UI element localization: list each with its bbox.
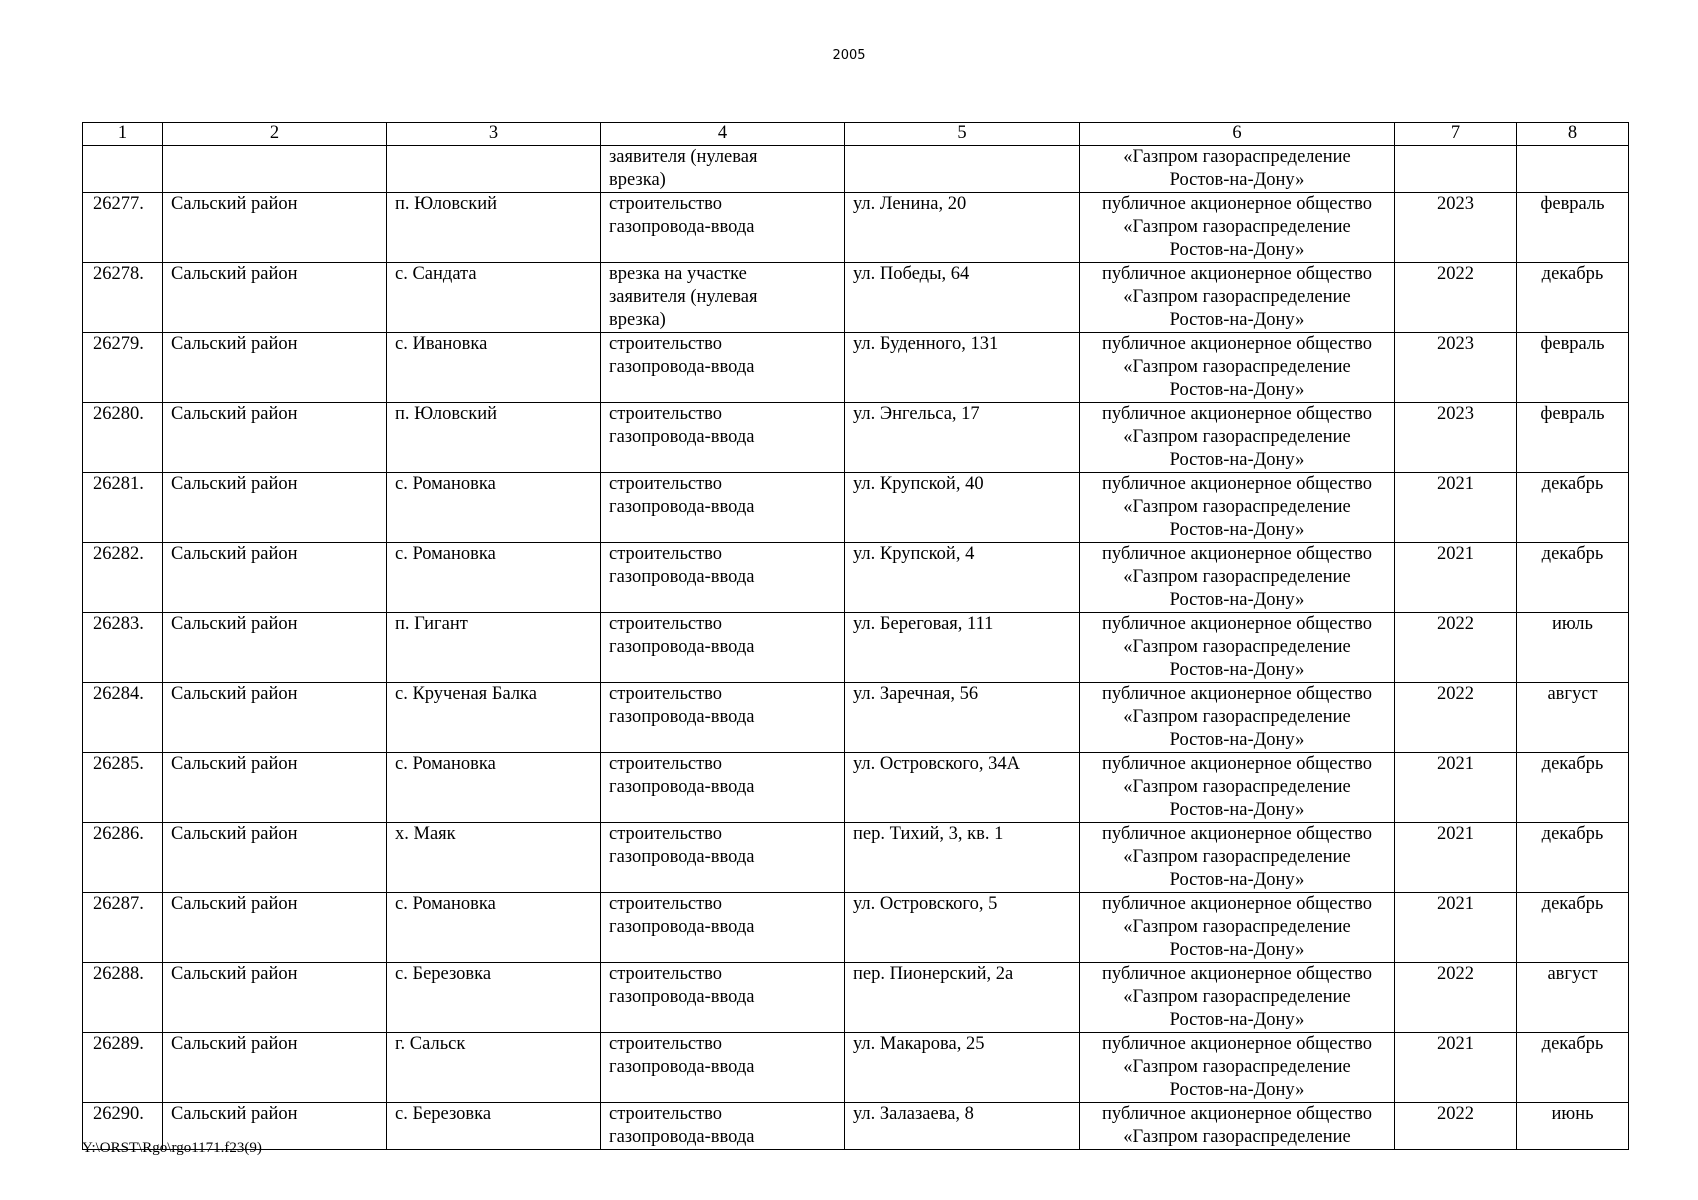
table-cell: «Газпром газораспределение Ростов-на-Дону»: [1080, 146, 1395, 193]
continuation-row: [83, 146, 1629, 193]
district-cell: Сальский район: [163, 683, 387, 753]
year-cell: 2023: [1395, 193, 1517, 263]
column-number-row: [83, 123, 1629, 146]
month-cell: август: [1517, 963, 1629, 1033]
column-header: 8: [1517, 123, 1629, 146]
district-cell: Сальский район: [163, 823, 387, 893]
address-cell: пер. Пионерский, 2а: [845, 963, 1080, 1033]
month-cell: декабрь: [1517, 893, 1629, 963]
column-header: 2: [163, 123, 387, 146]
row-number-cell: 26278.: [83, 263, 163, 333]
table-cell: заявителя (нулевая врезка): [601, 146, 845, 193]
organization-cell: публичное акционерное общество «Газпром газораспределение Ростов-на-Дону»: [1080, 683, 1395, 753]
table-cell: [387, 146, 601, 193]
work-type-cell: строительство газопровода-ввода: [601, 963, 845, 1033]
year-cell: 2021: [1395, 823, 1517, 893]
row-number-cell: 26289.: [83, 1033, 163, 1103]
work-type-cell: строительство газопровода-ввода: [601, 1103, 845, 1150]
district-cell: Сальский район: [163, 753, 387, 823]
organization-cell: публичное акционерное общество «Газпром газораспределение: [1080, 1103, 1395, 1150]
table-row: [83, 263, 1629, 333]
settlement-cell: с. Крученая Балка: [387, 683, 601, 753]
row-number-cell: 26281.: [83, 473, 163, 543]
organization-cell: публичное акционерное общество «Газпром газораспределение Ростов-на-Дону»: [1080, 193, 1395, 263]
row-number-cell: 26279.: [83, 333, 163, 403]
district-cell: Сальский район: [163, 263, 387, 333]
settlement-cell: п. Юловский: [387, 403, 601, 473]
table-cell: [845, 146, 1080, 193]
district-cell: Сальский район: [163, 1033, 387, 1103]
table-cell: [1517, 146, 1629, 193]
file-path-footer: Y:\ORST\Rgo\rgo1171.f23(9): [82, 1140, 262, 1156]
settlement-cell: х. Маяк: [387, 823, 601, 893]
address-cell: ул. Крупской, 40: [845, 473, 1080, 543]
work-type-cell: строительство газопровода-ввода: [601, 893, 845, 963]
work-type-cell: строительство газопровода-ввода: [601, 1033, 845, 1103]
year-cell: 2023: [1395, 333, 1517, 403]
organization-cell: публичное акционерное общество «Газпром газораспределение Ростов-на-Дону»: [1080, 1033, 1395, 1103]
month-cell: август: [1517, 683, 1629, 753]
settlement-cell: с. Сандата: [387, 263, 601, 333]
column-header: 4: [601, 123, 845, 146]
year-cell: 2021: [1395, 1033, 1517, 1103]
district-cell: Сальский район: [163, 333, 387, 403]
month-cell: февраль: [1517, 333, 1629, 403]
table-row: [83, 823, 1629, 893]
address-cell: ул. Заречная, 56: [845, 683, 1080, 753]
row-number-cell: 26282.: [83, 543, 163, 613]
year-cell: 2021: [1395, 753, 1517, 823]
row-number-cell: 26290.: [83, 1103, 163, 1150]
address-cell: ул. Береговая, 111: [845, 613, 1080, 683]
organization-cell: публичное акционерное общество «Газпром газораспределение Ростов-на-Дону»: [1080, 963, 1395, 1033]
year-cell: 2022: [1395, 683, 1517, 753]
year-cell: 2023: [1395, 403, 1517, 473]
month-cell: декабрь: [1517, 543, 1629, 613]
month-cell: июль: [1517, 613, 1629, 683]
settlement-cell: с. Романовка: [387, 893, 601, 963]
settlement-cell: с. Романовка: [387, 543, 601, 613]
district-cell: Сальский район: [163, 543, 387, 613]
year-cell: 2021: [1395, 473, 1517, 543]
organization-cell: публичное акционерное общество «Газпром газораспределение Ростов-на-Дону»: [1080, 263, 1395, 333]
address-cell: ул. Буденного, 131: [845, 333, 1080, 403]
row-number-cell: 26283.: [83, 613, 163, 683]
column-header: 3: [387, 123, 601, 146]
organization-cell: публичное акционерное общество «Газпром газораспределение Ростов-на-Дону»: [1080, 753, 1395, 823]
organization-cell: публичное акционерное общество «Газпром газораспределение Ростов-на-Дону»: [1080, 543, 1395, 613]
year-cell: 2021: [1395, 893, 1517, 963]
settlement-cell: с. Романовка: [387, 753, 601, 823]
year-cell: 2021: [1395, 543, 1517, 613]
work-type-cell: строительство газопровода-ввода: [601, 543, 845, 613]
page-number: 2005: [832, 48, 866, 63]
settlement-cell: п. Юловский: [387, 193, 601, 263]
work-type-cell: строительство газопровода-ввода: [601, 473, 845, 543]
address-cell: ул. Островского, 34А: [845, 753, 1080, 823]
table-row: [83, 193, 1629, 263]
month-cell: декабрь: [1517, 473, 1629, 543]
settlement-cell: г. Сальск: [387, 1033, 601, 1103]
address-cell: пер. Тихий, 3, кв. 1: [845, 823, 1080, 893]
column-header: 6: [1080, 123, 1395, 146]
work-type-cell: строительство газопровода-ввода: [601, 613, 845, 683]
district-cell: Сальский район: [163, 893, 387, 963]
table-row: [83, 473, 1629, 543]
table-cell: [163, 146, 387, 193]
column-header: 5: [845, 123, 1080, 146]
row-number-cell: 26277.: [83, 193, 163, 263]
organization-cell: публичное акционерное общество «Газпром газораспределение Ростов-на-Дону»: [1080, 613, 1395, 683]
month-cell: декабрь: [1517, 823, 1629, 893]
organization-cell: публичное акционерное общество «Газпром газораспределение Ростов-на-Дону»: [1080, 333, 1395, 403]
work-type-cell: строительство газопровода-ввода: [601, 823, 845, 893]
row-number-cell: 26286.: [83, 823, 163, 893]
table-row: [83, 683, 1629, 753]
organization-cell: публичное акционерное общество «Газпром газораспределение Ростов-на-Дону»: [1080, 893, 1395, 963]
address-cell: ул. Ленина, 20: [845, 193, 1080, 263]
column-header: 1: [83, 123, 163, 146]
table-row: [83, 753, 1629, 823]
row-number-cell: 26285.: [83, 753, 163, 823]
organization-cell: публичное акционерное общество «Газпром газораспределение Ростов-на-Дону»: [1080, 473, 1395, 543]
table-row: [83, 613, 1629, 683]
table-row: [83, 1103, 1629, 1150]
settlement-cell: с. Романовка: [387, 473, 601, 543]
table-row: [83, 893, 1629, 963]
row-number-cell: 26280.: [83, 403, 163, 473]
address-cell: ул. Островского, 5: [845, 893, 1080, 963]
month-cell: декабрь: [1517, 263, 1629, 333]
district-cell: Сальский район: [163, 193, 387, 263]
table-cell: [83, 146, 163, 193]
table-cell: [1395, 146, 1517, 193]
settlement-cell: с. Березовка: [387, 1103, 601, 1150]
row-number-cell: 26287.: [83, 893, 163, 963]
table-row: [83, 1033, 1629, 1103]
address-cell: ул. Победы, 64: [845, 263, 1080, 333]
year-cell: 2022: [1395, 613, 1517, 683]
organization-cell: публичное акционерное общество «Газпром газораспределение Ростов-на-Дону»: [1080, 823, 1395, 893]
district-cell: Сальский район: [163, 963, 387, 1033]
organization-cell: публичное акционерное общество «Газпром газораспределение Ростов-на-Дону»: [1080, 403, 1395, 473]
year-cell: 2022: [1395, 1103, 1517, 1150]
settlement-cell: с. Ивановка: [387, 333, 601, 403]
table-row: [83, 403, 1629, 473]
work-type-cell: врезка на участке заявителя (нулевая врезка): [601, 263, 845, 333]
month-cell: февраль: [1517, 193, 1629, 263]
table-row: [83, 543, 1629, 613]
year-cell: 2022: [1395, 963, 1517, 1033]
work-type-cell: строительство газопровода-ввода: [601, 403, 845, 473]
address-cell: ул. Залазаева, 8: [845, 1103, 1080, 1150]
month-cell: июнь: [1517, 1103, 1629, 1150]
address-cell: ул. Макарова, 25: [845, 1033, 1080, 1103]
year-cell: 2022: [1395, 263, 1517, 333]
work-type-cell: строительство газопровода-ввода: [601, 683, 845, 753]
district-cell: Сальский район: [163, 473, 387, 543]
work-type-cell: строительство газопровода-ввода: [601, 193, 845, 263]
settlement-cell: с. Березовка: [387, 963, 601, 1033]
settlement-cell: п. Гигант: [387, 613, 601, 683]
district-cell: Сальский район: [163, 1103, 387, 1150]
work-type-cell: строительство газопровода-ввода: [601, 753, 845, 823]
row-number-cell: 26288.: [83, 963, 163, 1033]
table-row: [83, 333, 1629, 403]
district-cell: Сальский район: [163, 403, 387, 473]
work-type-cell: строительство газопровода-ввода: [601, 333, 845, 403]
row-number-cell: 26284.: [83, 683, 163, 753]
month-cell: февраль: [1517, 403, 1629, 473]
month-cell: декабрь: [1517, 753, 1629, 823]
month-cell: декабрь: [1517, 1033, 1629, 1103]
address-cell: ул. Энгельса, 17: [845, 403, 1080, 473]
address-cell: ул. Крупской, 4: [845, 543, 1080, 613]
gas-connection-table: [82, 122, 1629, 1150]
district-cell: Сальский район: [163, 613, 387, 683]
table-row: [83, 963, 1629, 1033]
column-header: 7: [1395, 123, 1517, 146]
